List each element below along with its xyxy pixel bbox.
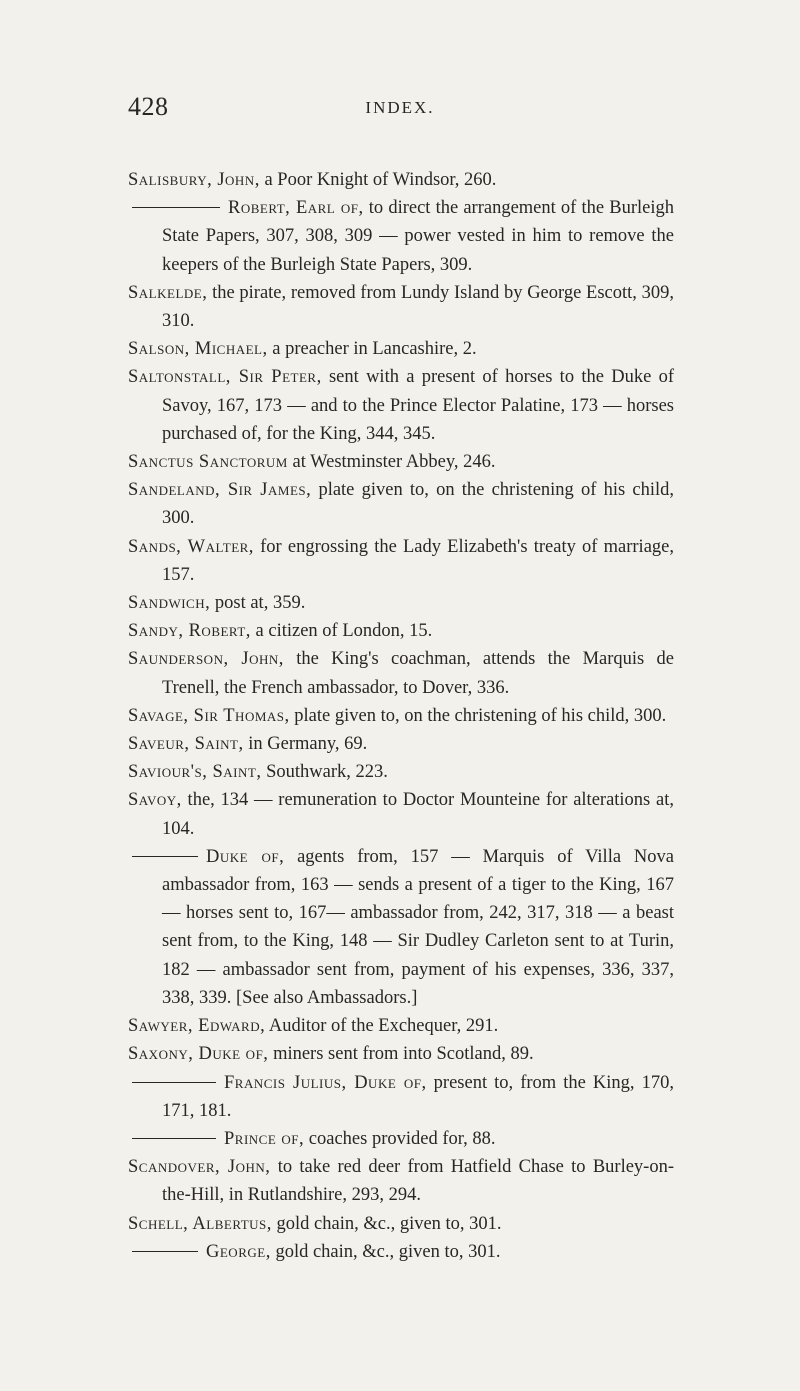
entry-heading: Salkelde,: [128, 282, 208, 303]
index-entry: [128, 786, 674, 842]
index-entry: [128, 758, 674, 786]
entry-heading: Saltonstall, Sir Peter,: [128, 367, 322, 388]
entry-heading: Saviour's, Saint,: [128, 762, 262, 783]
index-entry: [128, 1153, 674, 1209]
ditto-dash: [132, 1082, 216, 1083]
entry-heading: Sanctus Sanctorum: [128, 452, 288, 473]
index-entry: [128, 166, 674, 194]
entry-heading: Schell, Albertus,: [128, 1213, 272, 1234]
index-subentry: [128, 1069, 674, 1125]
entry-text: post at, 359.: [210, 593, 306, 614]
index-entry: [128, 730, 674, 758]
index-entry: [128, 645, 674, 701]
entry-text: present to, from the King, 170, 171, 181.: [162, 1072, 674, 1121]
index-entry: [128, 1210, 674, 1238]
entry-text: gold chain, &c., given to, 301.: [270, 1241, 501, 1262]
entry-text: plate given to, on the christening of his child, 300.: [289, 705, 667, 726]
entry-text: a citizen of London, 15.: [250, 621, 433, 642]
index-entry: [128, 533, 674, 589]
entry-text: gold chain, &c., given to, 301.: [271, 1213, 502, 1234]
index-subentry: [128, 1125, 674, 1153]
entry-text: a preacher in Lancashire, 2.: [267, 339, 477, 360]
entry-heading: Sandy, Robert,: [128, 621, 251, 642]
entry-text: Auditor of the Exchequer, 291.: [265, 1016, 499, 1037]
index-entry: [128, 476, 674, 532]
entry-heading: Francis Julius, Duke of,: [224, 1072, 427, 1093]
entry-heading: Savage, Sir Thomas,: [128, 705, 290, 726]
entry-heading: Robert, Earl of,: [228, 198, 364, 219]
entry-heading: Saxony, Duke of,: [128, 1044, 269, 1065]
entry-text: in Germany, 69.: [243, 734, 368, 755]
ditto-dash: [132, 207, 220, 208]
index-entry: [128, 448, 674, 476]
entry-text: coaches provided for, 88.: [304, 1128, 496, 1149]
index-subentry: [128, 1238, 674, 1266]
index-entry: [128, 279, 674, 335]
entry-heading: Sands, Walter,: [128, 536, 254, 557]
index-subentry: [128, 843, 674, 1012]
entry-heading: Prince of,: [224, 1128, 305, 1149]
index-entry: [128, 1012, 674, 1040]
entry-heading: Sandeland, Sir James,: [128, 480, 312, 501]
entry-text: at Westminster Abbey, 246.: [287, 452, 496, 473]
index-entries: [128, 166, 674, 1266]
ditto-dash: [132, 1138, 216, 1139]
entry-text: a Poor Knight of Windsor, 260.: [259, 170, 497, 190]
page-number: 428: [128, 92, 169, 121]
index-entry: [128, 617, 674, 645]
entry-heading: George,: [206, 1241, 271, 1262]
page-header: [0, 92, 800, 132]
running-head: INDEX.: [365, 98, 435, 117]
entry-text: the pirate, removed from Lundy Island by George Escott, 309, 310.: [162, 282, 674, 332]
entry-heading: Scandover, John,: [128, 1157, 271, 1178]
entry-heading: Salson, Michael,: [128, 339, 268, 360]
entry-text: the King's coachman, attends the Marquis de Trenell, the French ambassador, to Dover, 336.: [162, 649, 675, 698]
entry-text: sent with a present of horses to the Duke of Savoy, 167, 173 — and to the Prince Elector Palatine, 173 — horses purchased of, for the King, 344, 345.: [162, 367, 674, 444]
index-entry: [128, 702, 674, 730]
entry-heading: Saunderson, John,: [128, 649, 284, 670]
ditto-dash: [132, 1251, 198, 1252]
entry-heading: Sawyer, Edward,: [128, 1016, 266, 1037]
entry-text: to take red deer from Hatfield Chase to Burley-on-the-Hill, in Rutlandshire, 293, 294.: [162, 1157, 674, 1206]
index-entry: [128, 1040, 674, 1068]
entry-text: for engrossing the Lady Elizabeth's treaty of marriage, 157.: [162, 536, 674, 585]
index-entry: [128, 589, 674, 617]
entry-heading: Saveur, Saint,: [128, 734, 244, 755]
index-entry: [128, 363, 674, 448]
entry-text: to direct the arrangement of the Burleigh State Papers, 307, 308, 309 — power vested in him to remove the keepers of the Burleigh State Papers, 309.: [162, 198, 674, 275]
entry-heading: Sandwich,: [128, 593, 211, 614]
entry-text: Southwark, 223.: [261, 762, 388, 783]
entry-text: miners sent from into Scotland, 89.: [268, 1044, 534, 1065]
entry-text: the, 134 — remuneration to Doctor Mounteine for alterations at, 104.: [162, 790, 674, 839]
ditto-dash: [132, 856, 198, 857]
entry-heading: Salisbury, John,: [128, 170, 260, 190]
entry-text: plate given to, on the christening of his child, 300.: [162, 480, 674, 529]
entry-heading: Duke of,: [206, 846, 285, 867]
index-entry: [128, 335, 674, 363]
entry-heading: Savoy,: [128, 790, 182, 811]
index-subentry: [128, 194, 674, 279]
entry-text: agents from, 157 — Marquis of Villa Nova ambassador from, 163 — sends a present of a tiger to the King, 167 — horses sent to, 167— ambassador from, 242, 317, 318 — a beast sent from, to the King, 148 — Sir Dudley Carleton sent to at Turin, 182 — ambassador sent from, payment of his expenses, 336, 337, 338, 339. [See also Ambassadors.]: [162, 846, 674, 1008]
